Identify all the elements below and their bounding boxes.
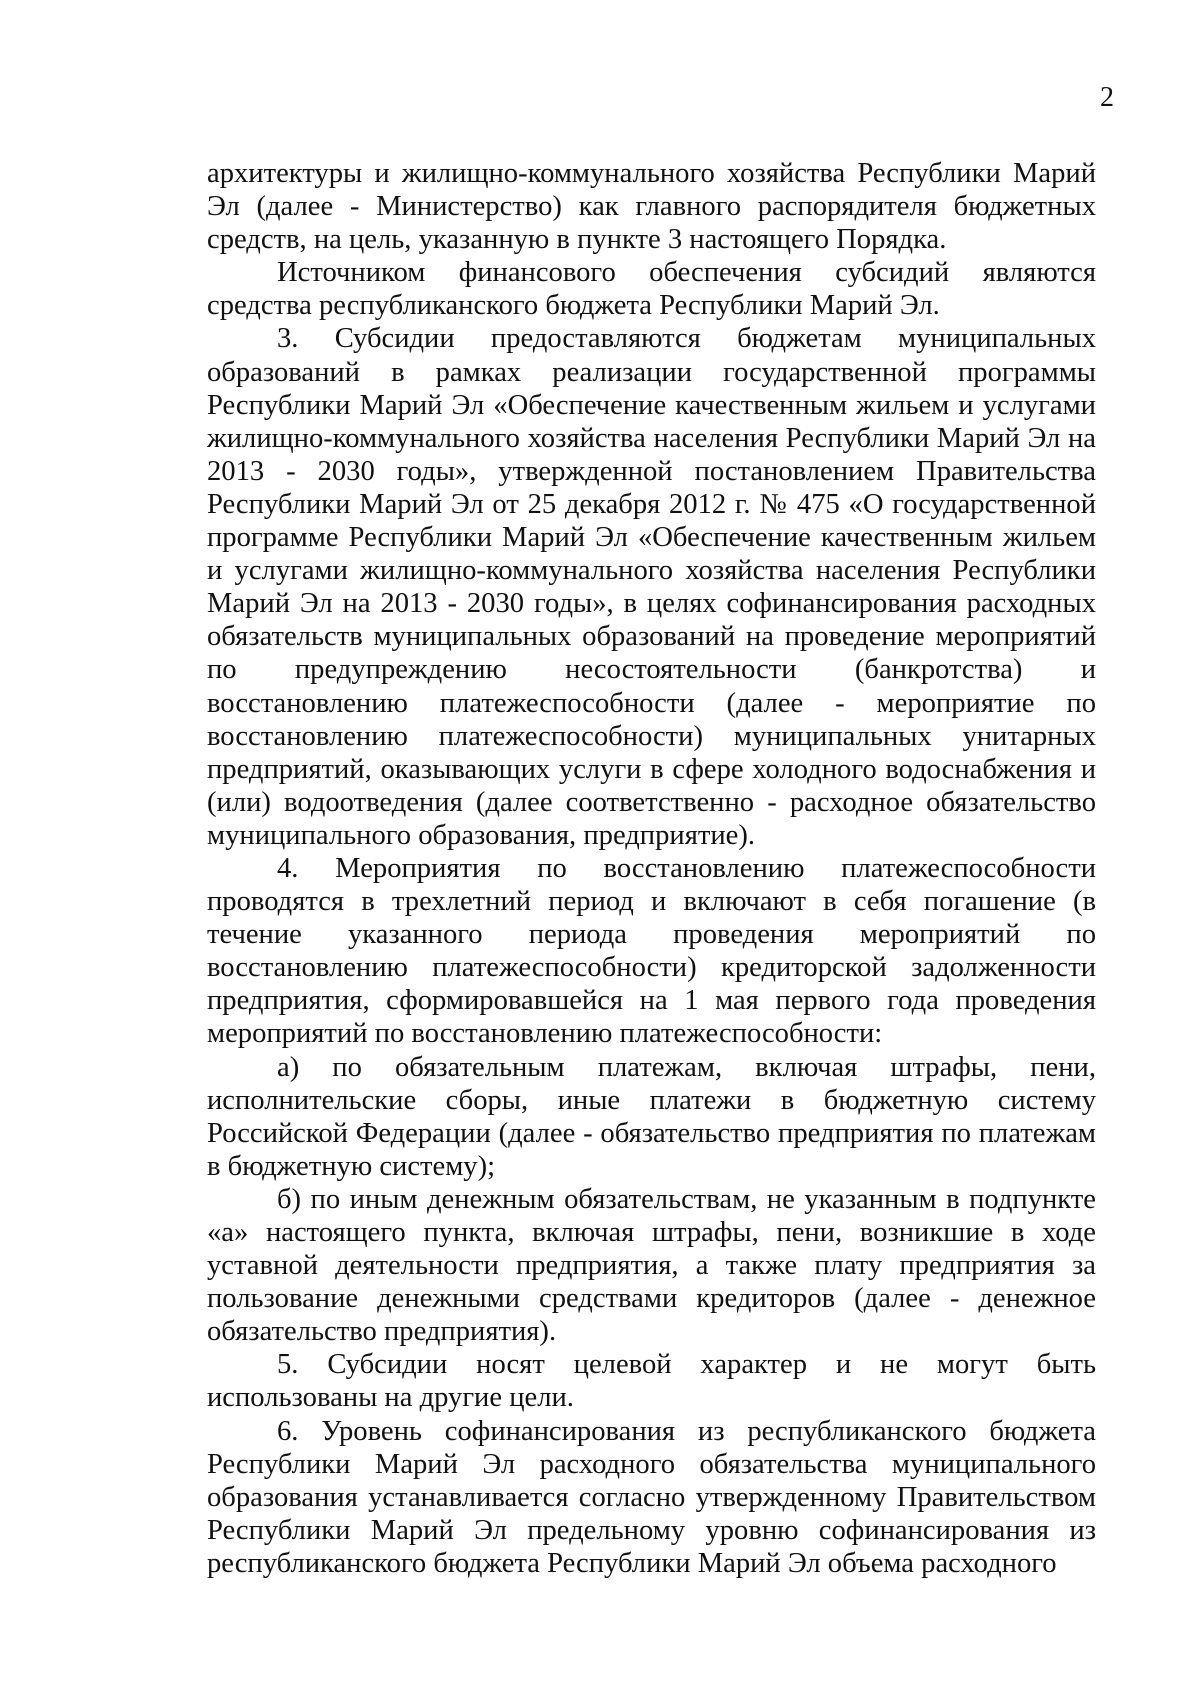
paragraph-item-3: 3. Субсидии предоставляются бюджетам муниципальных образований в рамках реализации государственной программы Республики Марий Эл «Обеспечение качественным жильем и услугами жилищно-коммунального хозяйства населения Республики Марий Эл на 2013 - 2030 годы», утвержденной постановлением Правительства Республики Марий Эл от 25 декабря 2012 г. № 475 «О государственной программе Республики Марий Эл «Обеспечение качественным жильем и услугами жилищно-коммунального хозяйства населения Республики Марий Эл на 2013 - 2030 годы», в целях софинансирования расходных обязательств муниципальных образований на проведение мероприятий по предупреждению несостоятельности (банкротства) и восстановлению платежеспособности (далее - мероприятие по восстановлению платежеспособности) муниципальных унитарных предприятий, оказывающих услуги в сфере холодного водоснабжения и (или) водоотведения (далее соответственно - расходное обязательство муниципального образования, предприятие). <box>207 323 1096 851</box>
paragraph-subitem-b: б) по иным денежным обязательствам, не указанным в подпункте «а» настоящего пункта, включая штрафы, пени, возникшие в ходе уставной деятельности предприятия, а также плату предприятия за пользование денежными средствами кредиторов (далее - денежное обязательство предприятия). <box>207 1183 1096 1348</box>
paragraph-item-4: 4. Мероприятия по восстановлению платежеспособности проводятся в трехлетний период и включают в себя погашение (в течение указанного периода проведения мероприятий по восстановлению платежеспособности) кредиторской задолженности предприятия, сформировавшейся на 1 мая первого года проведения мероприятий по восстановлению платежеспособности: <box>207 852 1096 1050</box>
paragraph-item-5: 5. Субсидии носят целевой характер и не могут быть использованы на другие цели. <box>207 1349 1096 1414</box>
paragraph-item-6: 6. Уровень софинансирования из республиканского бюджета Республики Марий Эл расходного обязательства муниципального образования устанавливается согласно утвержденному Правительством Республики Марий Эл предельному уровню софинансирования из республиканского бюджета Республики Марий Эл объема расходного <box>207 1415 1096 1579</box>
paragraph-continuation: архитектуры и жилищно-коммунального хозяйства Республики Марий Эл (далее - Министерство) как главного распорядителя бюджетных средств, на цель, указанную в пункте 3 настоящего Порядка. <box>207 158 1096 256</box>
page-number: 2 <box>1100 82 1114 113</box>
document-body <box>207 157 1096 1580</box>
paragraph-funding-source: Источником финансового обеспечения субсидий являются средства республиканского бюджета Республики Марий Эл. <box>207 257 1096 322</box>
paragraph-subitem-a: а) по обязательным платежам, включая штрафы, пени, исполнительские сборы, иные платежи в бюджетную систему Российской Федерации (далее - обязательство предприятия по платежам в бюджетную систему); <box>207 1051 1096 1182</box>
